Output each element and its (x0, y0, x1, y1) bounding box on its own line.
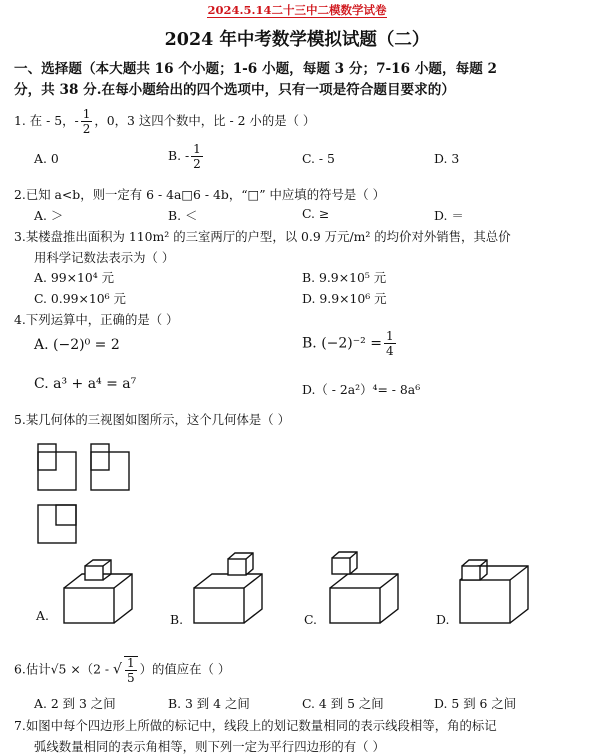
question-2-stem: 2.已知 a<b，则一定有 6 - 4a□6 - 4b，“□” 中应填的符号是（ ） (14, 187, 385, 202)
question-3-option-a[interactable]: A. 99×10⁴ 元 (34, 270, 115, 285)
front-view-diagram (38, 444, 76, 490)
question-1-option-d[interactable]: D. 3 (434, 151, 460, 166)
question-2-option-c[interactable]: C. ≥ (302, 206, 330, 221)
question-6-option-b[interactable]: B. 3 到 4 之间 (168, 696, 250, 711)
question-3-option-d[interactable]: D. 9.9×10⁶ 元 (302, 291, 387, 306)
question-3-option-c[interactable]: C. 0.99×10⁶ 元 (34, 291, 126, 306)
question-3-stem-line1: 3.某楼盘推出面积为 110m² 的三室两厅的户型，以 0.9 万元/m² 的均价对外销售，其总价 (14, 229, 511, 244)
option-b-solid-diagram (194, 553, 262, 623)
question-1-stem: 1. 在 - 5，- $\frac{1}{2}$ ，0，3 这四个数中，比 - 2 小的是（ ） (14, 107, 316, 136)
question-5-option-c[interactable]: C. (304, 612, 317, 627)
question-4-option-c[interactable]: C. a³ + a⁴ = a⁷ (34, 376, 137, 392)
section-instructions-line1: 一、选择题（本大题共 16 个小题；1-6 小题，每题 3 分；7-16 小题，每题 2 (14, 61, 497, 77)
question-1-option-b[interactable]: B. - $\frac{1}{2}$ (168, 142, 201, 171)
question-1-option-c[interactable]: C. - 5 (302, 151, 335, 166)
question-1-option-a[interactable]: A. 0 (34, 151, 59, 166)
question-6-option-a[interactable]: A. 2 到 3 之间 (34, 696, 116, 711)
question-5-stem: 5.某几何体的三视图如图所示，这个几何体是（ ） (14, 412, 290, 427)
option-d-solid-diagram (460, 560, 528, 623)
question-6-option-d[interactable]: D. 5 到 6 之间 (434, 696, 517, 711)
question-4-option-d[interactable]: D.（ - 2a²）⁴= - 8a⁶ (302, 382, 421, 397)
option-c-solid-diagram (330, 552, 398, 623)
question-5-option-b[interactable]: B. (170, 612, 184, 627)
exam-source-header: 2024.5.14二十三中二模数学试卷 (207, 3, 387, 17)
question-4-stem: 4.下列运算中，正确的是（ ） (14, 312, 179, 327)
question-4-option-a[interactable]: A. (−2)⁰ = 2 (34, 337, 120, 353)
section-instructions-line2: 分，共 38 分.在每小题给出的四个选项中，只有一项是符合题目要求的） (14, 82, 455, 98)
question-7-stem-line1: 7.如图中每个四边形上所做的标记中，线段上的划记数量相同的表示线段相等，角的标记 (14, 718, 497, 733)
question-2-option-b[interactable]: B. ＜ (168, 208, 198, 223)
question-3-stem-line2: 用科学记数法表示为（ ） (34, 250, 175, 265)
question-7-stem-line2: 弧线数量相同的表示角相等，则下列一定为平行四边形的有（ ） (34, 739, 385, 754)
option-a-solid-diagram (64, 560, 132, 623)
question-6-stem: 6.估计√5 ×（2 - √ $\frac{1}{5}$ ）的值应在（ ） (14, 656, 231, 685)
question-4-option-b[interactable]: B. (−2)⁻² = $\frac{1}{4}$ (302, 329, 394, 358)
question-2-option-d[interactable]: D. ＝ (434, 208, 464, 223)
question-5-option-a[interactable]: A. (36, 608, 49, 623)
exam-title: 2024 年中考数学模拟试题（二） (164, 30, 430, 50)
side-view-diagram (91, 444, 129, 490)
top-view-diagram (38, 505, 76, 543)
question-5-option-d[interactable]: D. (436, 612, 450, 627)
question-3-option-b[interactable]: B. 9.9×10⁵ 元 (302, 270, 387, 285)
question-2-option-a[interactable]: A. ＞ (34, 208, 64, 223)
question-6-option-c[interactable]: C. 4 到 5 之间 (302, 696, 384, 711)
